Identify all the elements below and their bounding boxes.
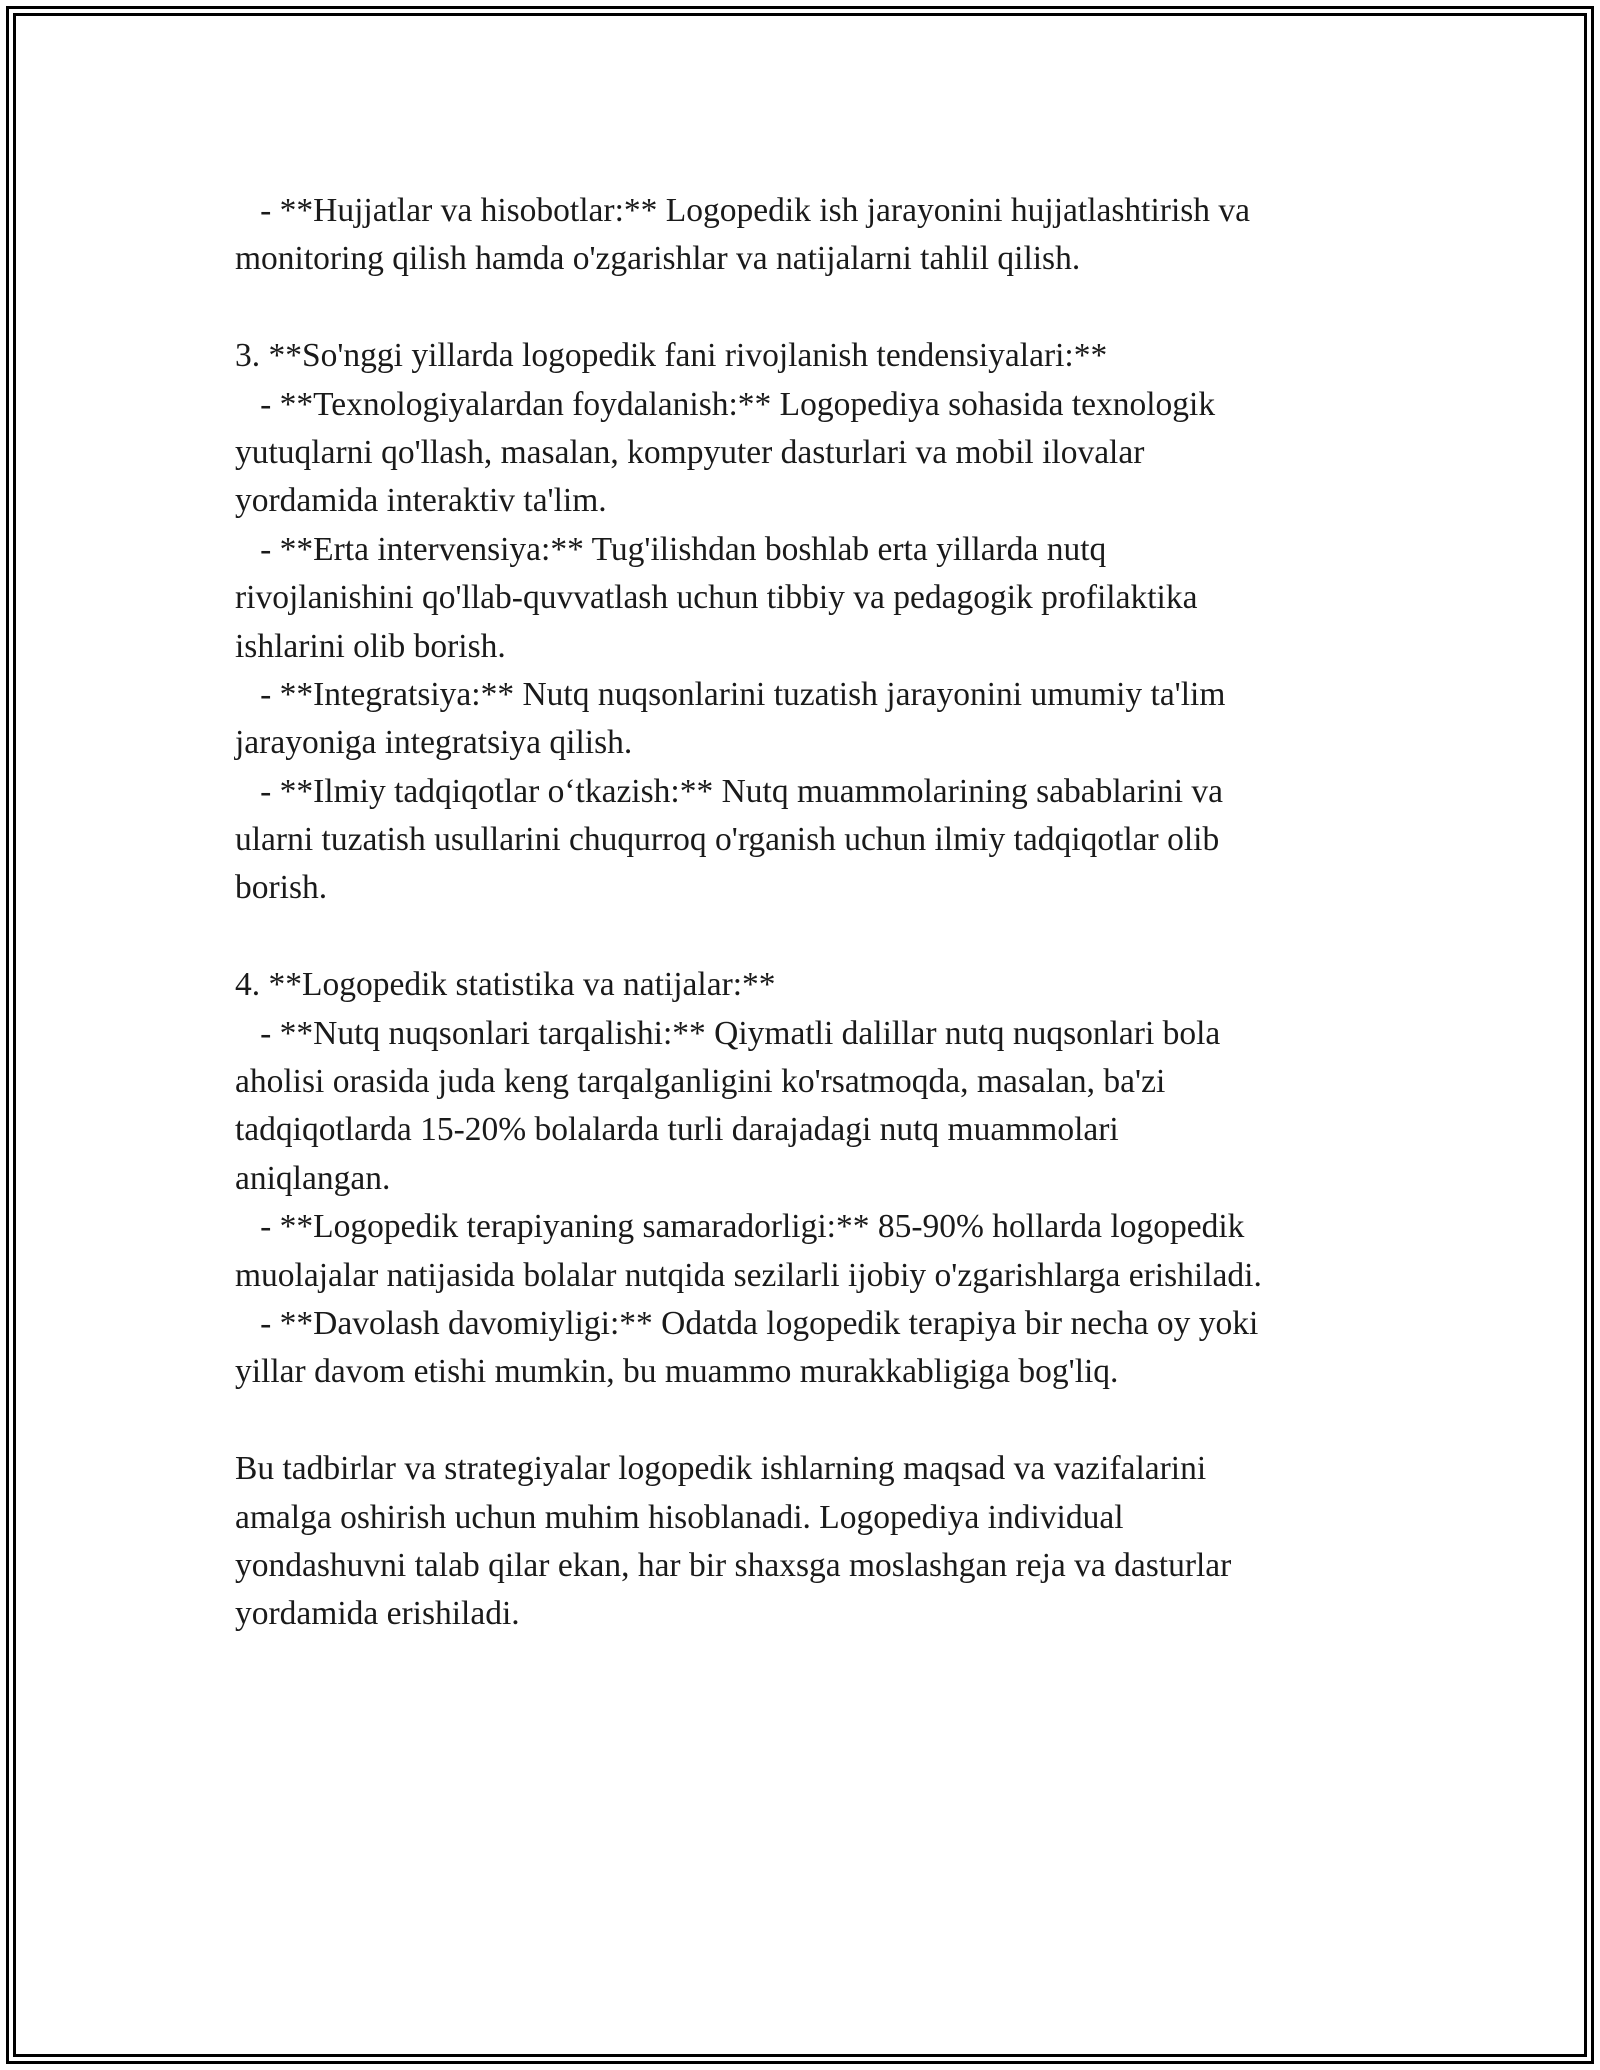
text-line: yondashuvni talab qilar ekan, har bir shaxsga moslashgan reja va dasturlar [235,1546,1232,1584]
bullet-ilmiy-tadqiqotlar [235,768,1395,913]
text-line: yordamida erishiladi. [235,1595,520,1633]
text-line: - **Integratsiya:** Nutq nuqsonlarini tuzatish jarayonini umumiy ta'lim [235,675,1226,713]
paragraph-gap [235,1397,1395,1445]
document-body [235,187,1395,1639]
text-line: - **Hujjatlar va hisobotlar:** Logopedik ish jarayonini hujjatlashtirish va [235,192,1251,229]
text-line: - **Logopedik terapiyaning samaradorligi:** 85-90% hollarda logopedik [235,1208,1245,1246]
text-line: yillar davom etishi mumkin, bu muammo murakkabligiga bog'liq. [235,1353,1119,1391]
bullet-texnologiyalar [235,381,1395,526]
text-line: tadqiqotlarda 15-20% bolalarda turli darajadagi nutq muammolari [235,1111,1119,1149]
bullet-hujjatlar [235,187,1395,284]
text-line: - **Ilmiy tadqiqotlar o‘tkazish:** Nutq muammolarining sabablarini va [235,772,1224,810]
paragraph-gap [235,913,1395,961]
bullet-integratsiya [235,671,1395,768]
text-line: ishlarini olib borish. [235,627,506,665]
bullet-erta-intervensiya [235,526,1395,671]
text-line: - **Erta intervensiya:** Tug'ilishdan boshlab erta yillarda nutq [235,530,1107,568]
bullet-nutq-nuqsonlari [235,1010,1395,1204]
text-line: - **Davolash davomiyligi:** Odatda logopedik terapiya bir necha oy yoki [235,1304,1259,1342]
text-line: jarayoniga integratsiya qilish. [235,724,633,762]
heading-section-3 [235,332,1395,380]
bullet-davolash-davomiyligi [235,1300,1395,1397]
paragraph-gap [235,284,1395,332]
text-line: yordamida interaktiv ta'lim. [235,482,607,520]
text-line: aholisi orasida juda keng tarqalganligini ko'rsatmoqda, masalan, ba'zi [235,1063,1166,1101]
text-line: monitoring qilish hamda o'zgarishlar va natijalarni tahlil qilish. [235,240,1081,278]
text-line: borish. [235,869,328,907]
text-line: aniqlangan. [235,1159,391,1197]
heading-section-4 [235,961,1395,1009]
bullet-terapiya-samaradorligi [235,1203,1395,1300]
section-heading: 3. **So'nggi yillarda logopedik fani rivojlanish tendensiyalari:** [235,337,1108,375]
text-line: ularni tuzatish usullarini chuqurroq o'rganish uchun ilmiy tadqiqotlar olib [235,821,1220,859]
section-heading: 4. **Logopedik statistika va natijalar:** [235,966,776,1004]
text-line: yutuqlarni qo'llash, masalan, kompyuter dasturlari va mobil ilovalar [235,433,1145,471]
text-line: Bu tadbirlar va strategiyalar logopedik ishlarning maqsad va vazifalarini [235,1450,1207,1488]
text-line: rivojlanishini qo'llab-quvvatlash uchun tibbiy va pedagogik profilaktika [235,579,1198,617]
closing-paragraph [235,1445,1395,1639]
text-line: amalga oshirish uchun muhim hisoblanadi. Logopediya individual [235,1498,1124,1536]
text-line: - **Nutq nuqsonlari tarqalishi:** Qiymatli dalillar nutq nuqsonlari bola [235,1014,1221,1052]
text-line: - **Texnologiyalardan foydalanish:** Logopediya sohasida texnologik [235,385,1216,423]
text-line: muolajalar natijasida bolalar nutqida sezilarli ijobiy o'zgarishlarga erishiladi. [235,1256,1262,1294]
